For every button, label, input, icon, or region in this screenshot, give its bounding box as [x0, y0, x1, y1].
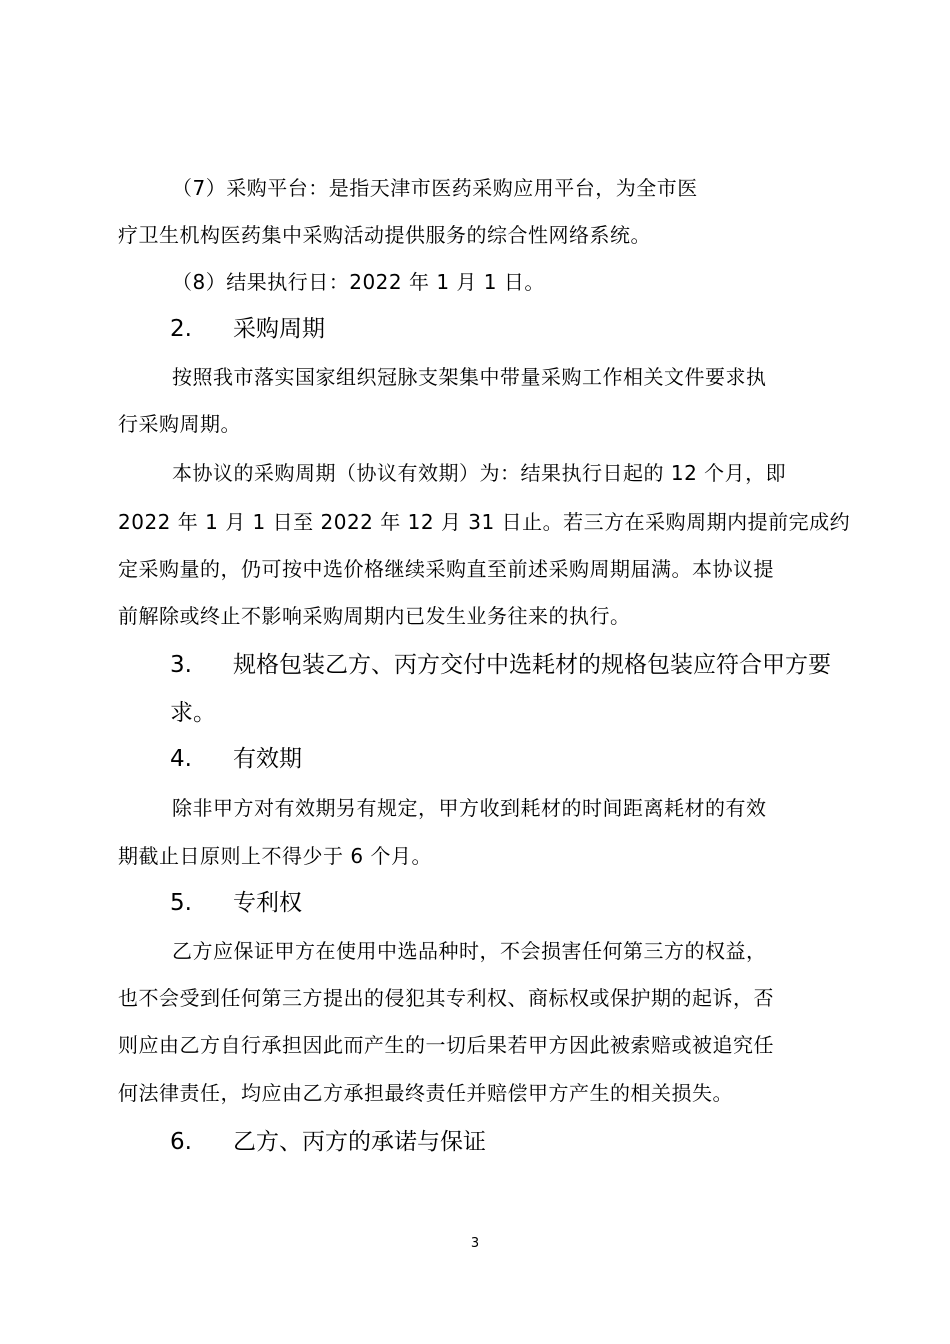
paragraph-line: 行采购周期。	[118, 412, 241, 436]
section-title: 乙方、丙方的承诺与保证	[233, 1129, 486, 1155]
section-heading-3	[170, 650, 831, 680]
paragraph-line: 疗卫生机构医药集中采购活动提供服务的综合性网络系统。	[118, 223, 651, 247]
paragraph-line: 定采购量的，仍可按中选价格继续采购直至前述采购周期届满。本协议提	[118, 557, 774, 581]
section-number: 3.	[170, 652, 192, 678]
section-heading-4	[170, 744, 302, 774]
paragraph-line: 期截止日原则上不得少于 6 个月。	[118, 844, 432, 868]
paragraph-line: 按照我市落实国家组织冠脉支架集中带量采购工作相关文件要求执	[172, 365, 767, 389]
paragraph-line: 则应由乙方自行承担因此而产生的一切后果若甲方因此被索赔或被追究任	[118, 1033, 774, 1057]
paragraph-line: 2022 年 1 月 1 日至 2022 年 12 月 31 日止。若三方在采购周期内提前完成约	[118, 510, 851, 534]
paragraph-line: 也不会受到任何第三方提出的侵犯其专利权、商标权或保护期的起诉，否	[118, 986, 774, 1010]
section-heading-3-continued: 求。	[170, 700, 216, 726]
section-heading-6	[170, 1127, 486, 1157]
paragraph-line: 乙方应保证甲方在使用中选品种时，不会损害任何第三方的权益，	[172, 939, 767, 963]
page-number: 3	[470, 1236, 480, 1251]
section-heading-2	[170, 314, 325, 344]
section-title: 专利权	[233, 890, 302, 916]
section-title: 采购周期	[233, 316, 325, 342]
section-title: 规格包装乙方、丙方交付中选耗材的规格包装应符合甲方要	[233, 652, 831, 678]
section-number: 6.	[170, 1129, 192, 1155]
paragraph-line: 前解除或终止不影响采购周期内已发生业务往来的执行。	[118, 604, 631, 628]
paragraph-line: 本协议的采购周期（协议有效期）为：结果执行日起的 12 个月，即	[172, 461, 787, 485]
section-number: 2.	[170, 316, 192, 342]
paragraph-line: 何法律责任，均应由乙方承担最终责任并赔偿甲方产生的相关损失。	[118, 1081, 733, 1105]
section-number: 5.	[170, 890, 192, 916]
paragraph-line: （8）结果执行日：2022 年 1 月 1 日。	[172, 270, 545, 294]
paragraph-line: 除非甲方对有效期另有规定，甲方收到耗材的时间距离耗材的有效	[172, 796, 767, 820]
paragraph-line: （7）采购平台：是指天津市医药采购应用平台，为全市医	[172, 176, 698, 200]
section-heading-5	[170, 888, 302, 918]
section-number: 4.	[170, 746, 192, 772]
section-title: 有效期	[233, 746, 302, 772]
